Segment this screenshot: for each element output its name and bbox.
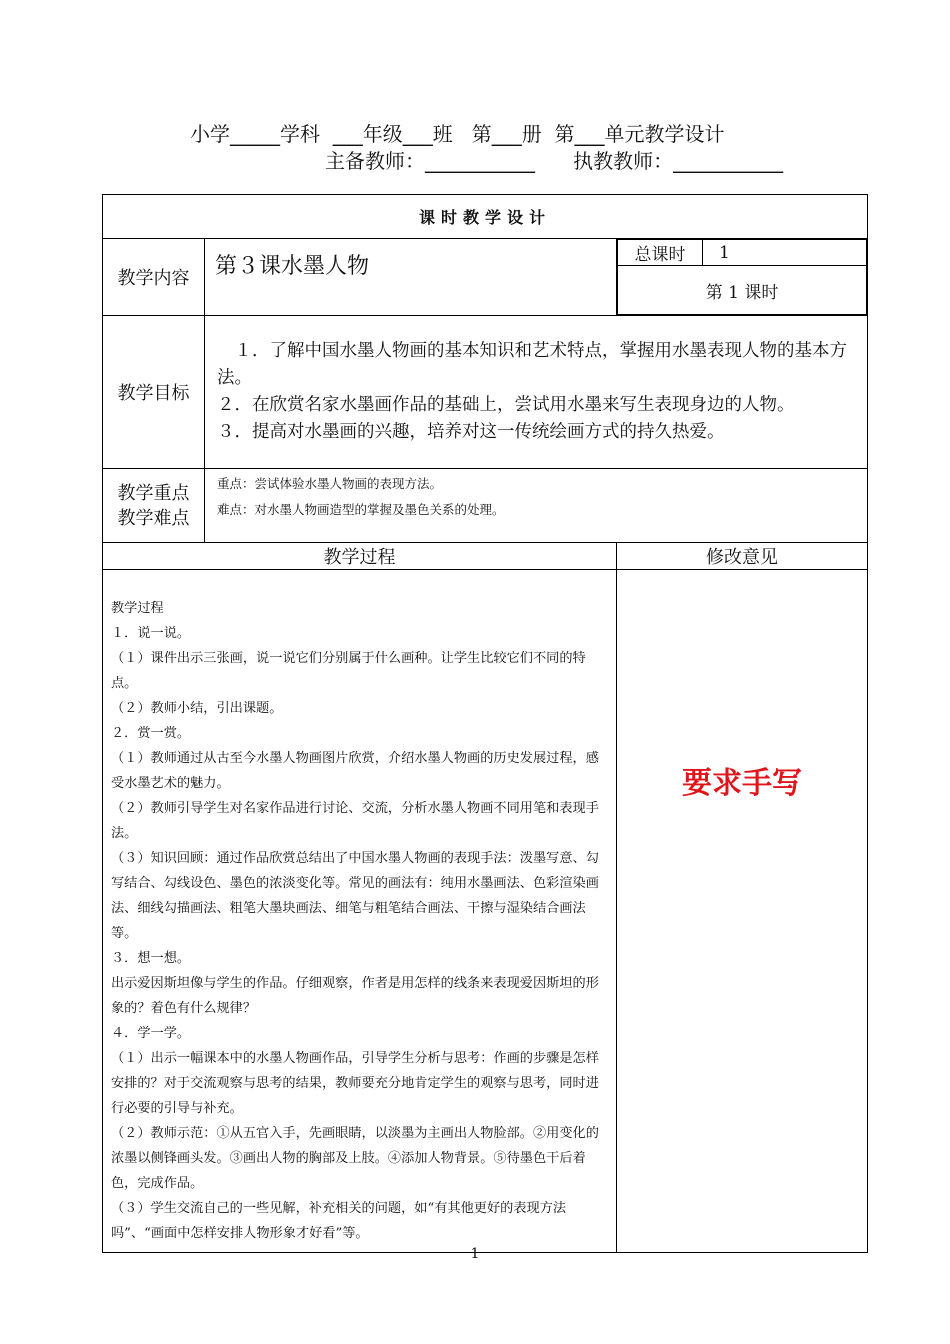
table-title: 课时教学设计: [103, 195, 868, 239]
process-line: （１）教师通过从古至今水墨人物画图片欣赏，介绍水墨人物画的历史发展过程，感受水墨艺术的魅力。: [111, 751, 599, 791]
process-line: 出示爱因斯坦像与学生的作品。仔细观察，作者是用怎样的线条来表现爱因斯坦的形象的？着色有什么规律？: [111, 976, 599, 1016]
process-line: （１）课件出示三张画，说一说它们分别属于什么画种。让学生比较它们不同的特点。: [111, 651, 586, 691]
revision-note: 要求手写: [617, 570, 868, 1253]
revision-header: 修改意见: [617, 543, 868, 570]
key-label: 教学重点: [117, 482, 190, 504]
lesson-count-cell: [617, 239, 867, 315]
key-point: 重点：尝试体验水墨人物画的表现方法。: [217, 476, 443, 491]
process-header: 教学过程: [103, 543, 617, 570]
process-line: ４．学一学。: [111, 1026, 191, 1041]
content-label: 教学内容: [103, 239, 205, 316]
process-content: [103, 570, 617, 1253]
process-line: （２）教师小结，引出课题。: [111, 701, 283, 716]
goals-label: 教学目标: [103, 316, 205, 469]
total-lessons-label: 总课时: [618, 240, 703, 266]
content-title: 第３课水墨人物: [205, 239, 617, 316]
goal-item: ２．在欣赏名家水墨画作品的基础上，尝试用水墨来写生表现身边的人物。: [217, 395, 795, 415]
goals-list: [205, 316, 868, 469]
process-line: （３）学生交流自己的一些见解，补充相关的问题，如“有其他更好的表现方法吗”、“画面中怎样安排人物形象才好看”等。: [111, 1201, 567, 1241]
process-line: 教学过程: [111, 601, 164, 616]
key-points-label: [103, 469, 205, 543]
header-line-2: 主备教师：___________ 执教教师：___________: [325, 149, 784, 173]
lesson-number: 第 1 课时: [618, 266, 867, 315]
goal-item: １．了解中国水墨人物画的基本知识和艺术特点，掌握用水墨表现人物的基本方法。: [217, 341, 847, 388]
key-points: [205, 469, 868, 543]
process-line: （３）知识回顾：通过作品欣赏总结出了中国水墨人物画的表现手法：泼墨写意、勾写结合、勾线设色、墨色的浓淡变化等。常见的画法有：纯用水墨画法、色彩渲染画法、细线勾描画法、粗笔大墨块画法、细笔与粗笔结合画法、干擦与湿染结合画法等。: [111, 851, 599, 941]
process-line: （１）出示一幅课本中的水墨人物画作品，引导学生分析与思考：作画的步骤是怎样安排的？对于交流观察与思考的结果，教师要充分地肯定学生的观察与思考，同时进行必要的引导与补充。: [111, 1051, 599, 1116]
lesson-design-table: [102, 194, 868, 1253]
process-line: １．说一说。: [111, 626, 191, 641]
page-number: 1: [470, 1246, 480, 1262]
process-line: ２．赏一赏。: [111, 726, 191, 741]
difficult-label: 教学难点: [117, 507, 190, 529]
process-line: （２）教师引导学生对名家作品进行讨论、交流，分析水墨人物画不同用笔和表现手法。: [111, 801, 599, 841]
goal-item: ３．提高对水墨画的兴趣，培养对这一传统绘画方式的持久热爱。: [217, 422, 725, 442]
header-line-1: 小学_____学科 ___年级___班 第___册 第___单元教学设计: [190, 122, 725, 146]
total-lessons-value: 1: [703, 240, 867, 266]
difficult-point: 难点：对水墨人物画造型的掌握及墨色关系的处理。: [217, 502, 505, 517]
process-line: （２）教师示范：①从五官入手，先画眼睛，以淡墨为主画出人物脸部。②用变化的浓墨以侧锋画头发。③画出人物的胸部及上肢。④添加人物背景。⑤待墨色干后着色，完成作品。: [111, 1126, 599, 1191]
process-line: ３．想一想。: [111, 951, 191, 966]
